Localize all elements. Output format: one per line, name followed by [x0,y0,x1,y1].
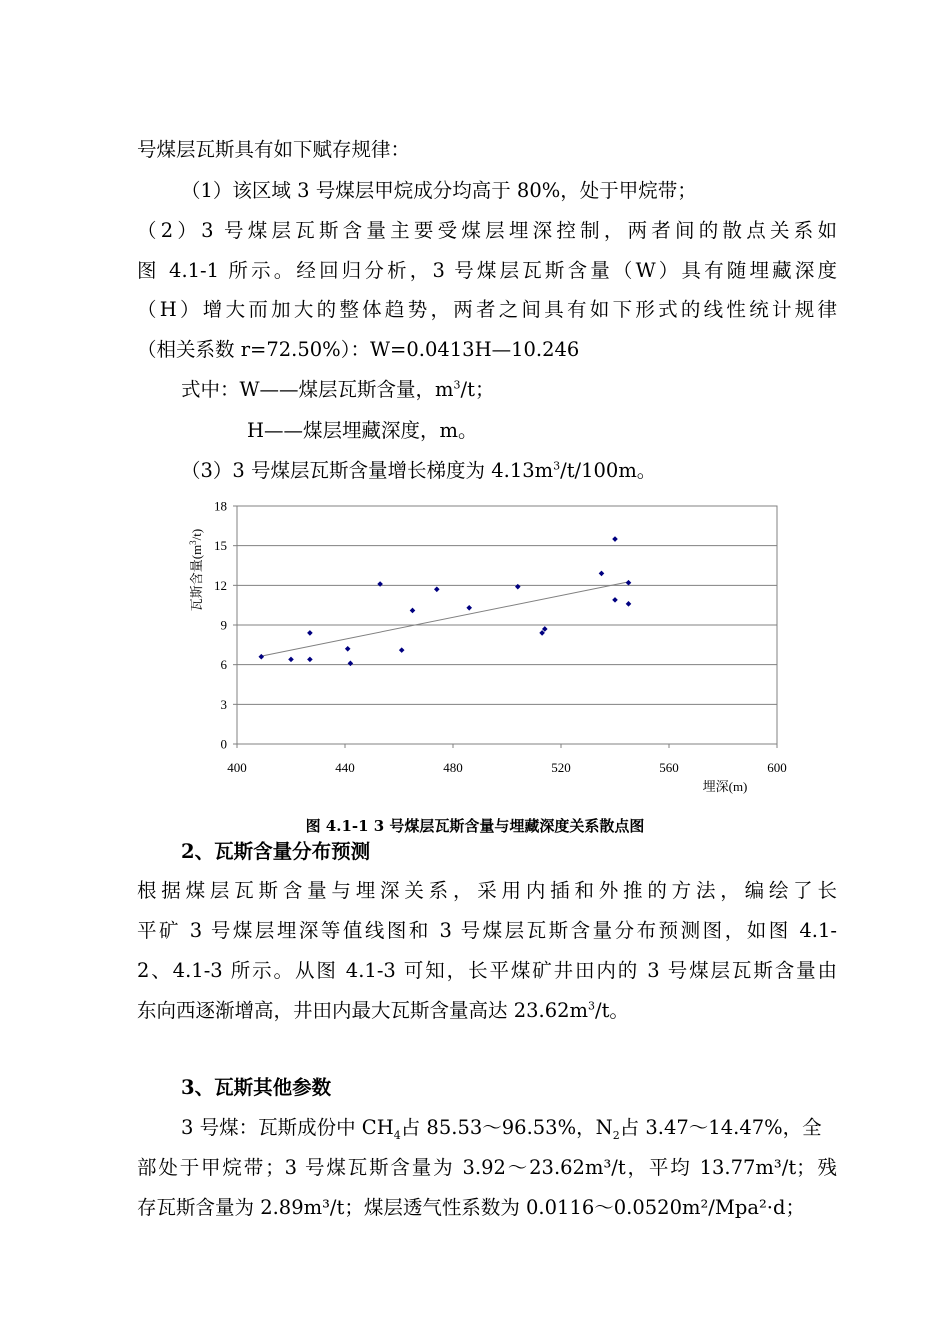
y-tick-label: 15 [214,538,227,554]
paragraph-line: 3 号煤：瓦斯成份中 $CH_4$占 85.53～96.53%，$N_2$占 3.47～14.47%，全 [181,1116,822,1142]
chart-gridlines [233,506,777,748]
paragraph-line: 根据煤层瓦斯含量与埋深关系，采用内插和外推的方法，编绘了长 [137,879,837,902]
data-point [345,646,351,652]
data-point [434,587,440,593]
data-point [626,601,632,607]
y-tick-label: 12 [214,577,227,593]
data-point [612,536,618,542]
formula-definition-w: 式中：W——煤层瓦斯含量，$m^3/t$； [181,378,495,401]
data-point [259,654,265,660]
data-point [626,580,632,586]
x-tick-label: 400 [227,760,247,775]
y-tick-label: 18 [214,498,227,514]
x-tick-label: 560 [659,760,679,775]
y-axis-label: 瓦斯含量$(m^3/t)$ [188,528,204,612]
data-point [599,571,605,577]
section-heading: 2、瓦斯含量分布预测 [181,840,371,863]
x-tick-label: 520 [551,760,571,775]
paragraph-line: 部处于甲烷带；3 号煤瓦斯含量为 3.92～23.62m³/t，平均 13.77m³/t；残 [137,1156,837,1179]
data-point [466,605,472,611]
data-point [612,597,618,603]
formula-line: （相关系数 r=72.50%）：W=0.0413H—10.246 [137,338,580,361]
paragraph-line: （2）3 号煤层瓦斯含量主要受煤层埋深控制，两者间的散点关系如 [137,219,837,242]
data-point [515,584,521,590]
data-point [288,657,294,663]
data-point [377,581,383,587]
y-tick-labels [214,499,228,752]
data-point [307,657,313,663]
data-point [410,608,416,614]
trendline [261,582,628,656]
paragraph-line: 2、4.1-3 所示。从图 4.1-3 可知，长平煤矿井田内的 3 号煤层瓦斯含量由 [137,959,837,982]
paragraph-line: 图 4.1-1 所示。经回归分析，3 号煤层瓦斯含量（W）具有随埋藏深度 [137,259,837,282]
x-axis-label: 埋深(m) [702,779,748,794]
y-tick-label: 9 [220,617,227,633]
data-point [348,661,354,667]
data-points [259,536,632,666]
paragraph-line: 平矿 3 号煤层埋深等值线图和 3 号煤层瓦斯含量分布预测图，如图 4.1- [137,919,837,942]
formula-definition-h: H——煤层埋藏深度，m。 [247,419,478,442]
x-tick-labels [227,760,787,775]
x-tick-label: 480 [443,760,463,775]
paragraph-line: 存瓦斯含量为 2.89m³/t；煤层透气性系数为 0.0116～0.0520m²/Mpa²·d； [137,1196,805,1219]
x-tick-label: 600 [767,760,787,775]
scatter-chart [180,495,790,805]
y-tick-label: 3 [220,696,227,712]
section-heading: 3、瓦斯其他参数 [181,1076,332,1099]
data-point [307,630,313,636]
figure-caption: 图 4.1-1 3 号煤层瓦斯含量与埋藏深度关系散点图 [305,817,645,835]
y-tick-label: 6 [220,657,227,673]
paragraph-line: （3）3 号煤层瓦斯含量增长梯度为 $4.13m^3/t/100m$。 [181,459,657,482]
data-point [399,647,405,653]
paragraph-line: （1）该区域 3 号煤层甲烷成分均高于 80%，处于甲烷带； [181,179,697,202]
x-tick-label: 440 [335,760,355,775]
paragraph-line: （H）增大而加大的整体趋势，两者之间具有如下形式的线性统计规律 [137,298,837,321]
y-tick-label: 0 [220,736,227,752]
paragraph-line: 东向西逐渐增高，井田内最大瓦斯含量高达 $23.62m^3/t$。 [137,999,629,1022]
paragraph-line: 号煤层瓦斯具有如下赋存规律： [137,138,411,161]
